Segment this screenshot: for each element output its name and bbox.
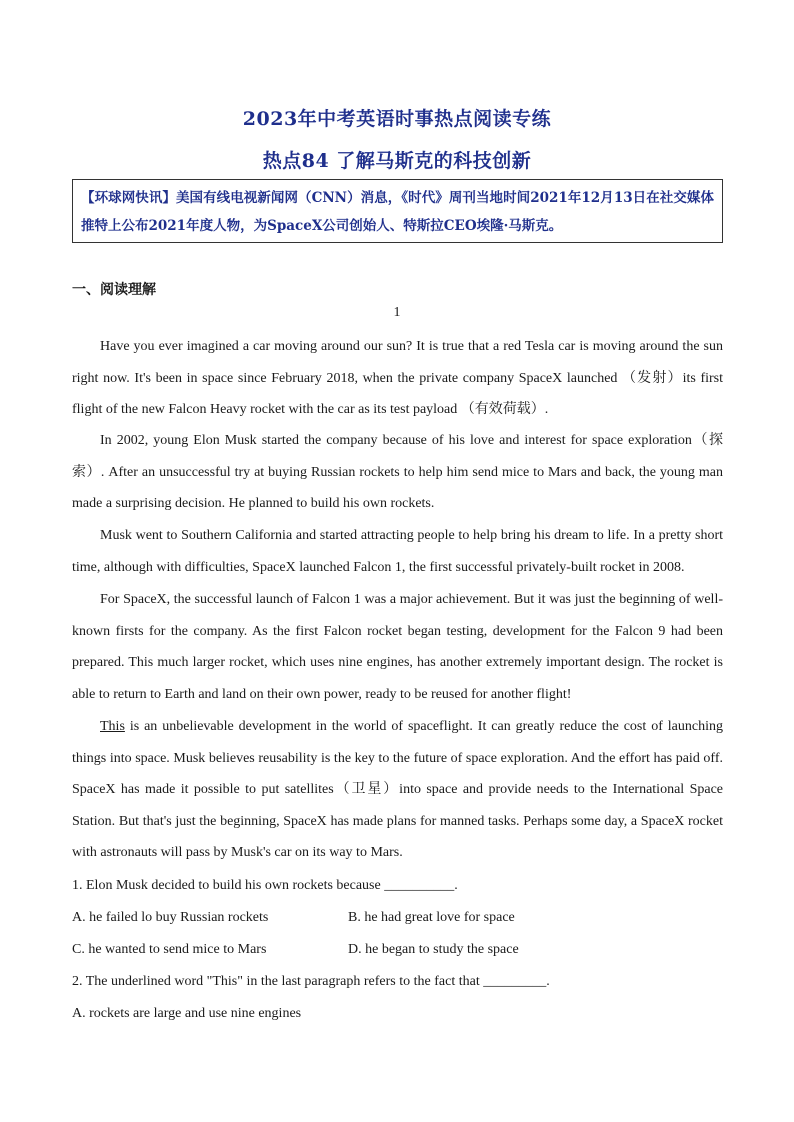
q1-option-d: D. he began to study the space [348, 942, 519, 957]
question-1: 1. Elon Musk decided to build his own rockets because __________. [72, 878, 458, 893]
passage-number: 1 [393, 305, 401, 320]
q1-option-a: A. he failed lo buy Russian rockets [72, 910, 269, 925]
section-heading: 一、阅读理解 [72, 282, 156, 298]
paragraph-2: In 2002, young Elon Musk started the company because of his love and interest for space exploration（探索）. After an unsuccessful try at buying Russian rockets to help him send mice to Mars and back, the young man made a surprising decision. He planned to build his own rockets. [72, 433, 723, 511]
q1-option-c: C. he wanted to send mice to Mars [72, 942, 267, 957]
paragraph-4: For SpaceX, the successful launch of Falcon 1 was a major achievement. But it was just the beginning of well-known firsts for the company. As the first Falcon rocket began testing, development for the Falcon 9 had been prepared. This much larger rocket, which uses nine engines, has another extremely important design. The rocket is able to return to Earth and land on their own power, ready to be reused for another flight! [72, 592, 723, 702]
news-box: 【环球网快讯】美国有线电视新闻网（CNN）消息，《时代》周刊当地时间2021年12月13日在社交媒体推特上公布2021年度人物，为SpaceX公司创始人、特斯拉CEO埃隆·马斯克。 [72, 179, 723, 243]
paragraph-1: Have you ever imagined a car moving around our sun? It is true that a red Tesla car is moving around the sun right now. It's been in space since February 2018, when the private company SpaceX launched （发射）its first flight of the new Falcon Heavy rocket with the car as its test payload （有效荷载）. [72, 339, 723, 417]
paragraph-5 [72, 711, 723, 869]
q2-option-a: A. rockets are large and use nine engines [72, 1006, 302, 1021]
page-subtitle: 热点84 了解马斯克的科技创新 [262, 150, 532, 172]
paragraph-3: Musk went to Southern California and started attracting people to help bring his dream to life. In a pretty short time, although with difficulties, SpaceX launched Falcon 1, the first successful privately-built rocket in 2008. [72, 528, 723, 575]
question-2: 2. The underlined word "This" in the last paragraph refers to the fact that _________. [72, 974, 550, 989]
paragraph-5-text: is an unbelievable development in the world of spaceflight. It can greatly reduce the cost of launching things into space. Musk believes reusability is the key to the future of space exploration. And the effort has paid off. SpaceX has made it possible to put satellites（卫星）into space and provide needs to the International Space Station. But that's just the beginning, SpaceX has made plans for manned tasks. Perhaps some day, a SpaceX rocket with astronauts will pass by Musk's car on its way to Mars. [72, 719, 723, 860]
page-title: 2023年中考英语时事热点阅读专练 [242, 108, 552, 130]
underlined-word: This [100, 719, 125, 734]
q1-option-b: B. he had great love for space [348, 910, 515, 925]
